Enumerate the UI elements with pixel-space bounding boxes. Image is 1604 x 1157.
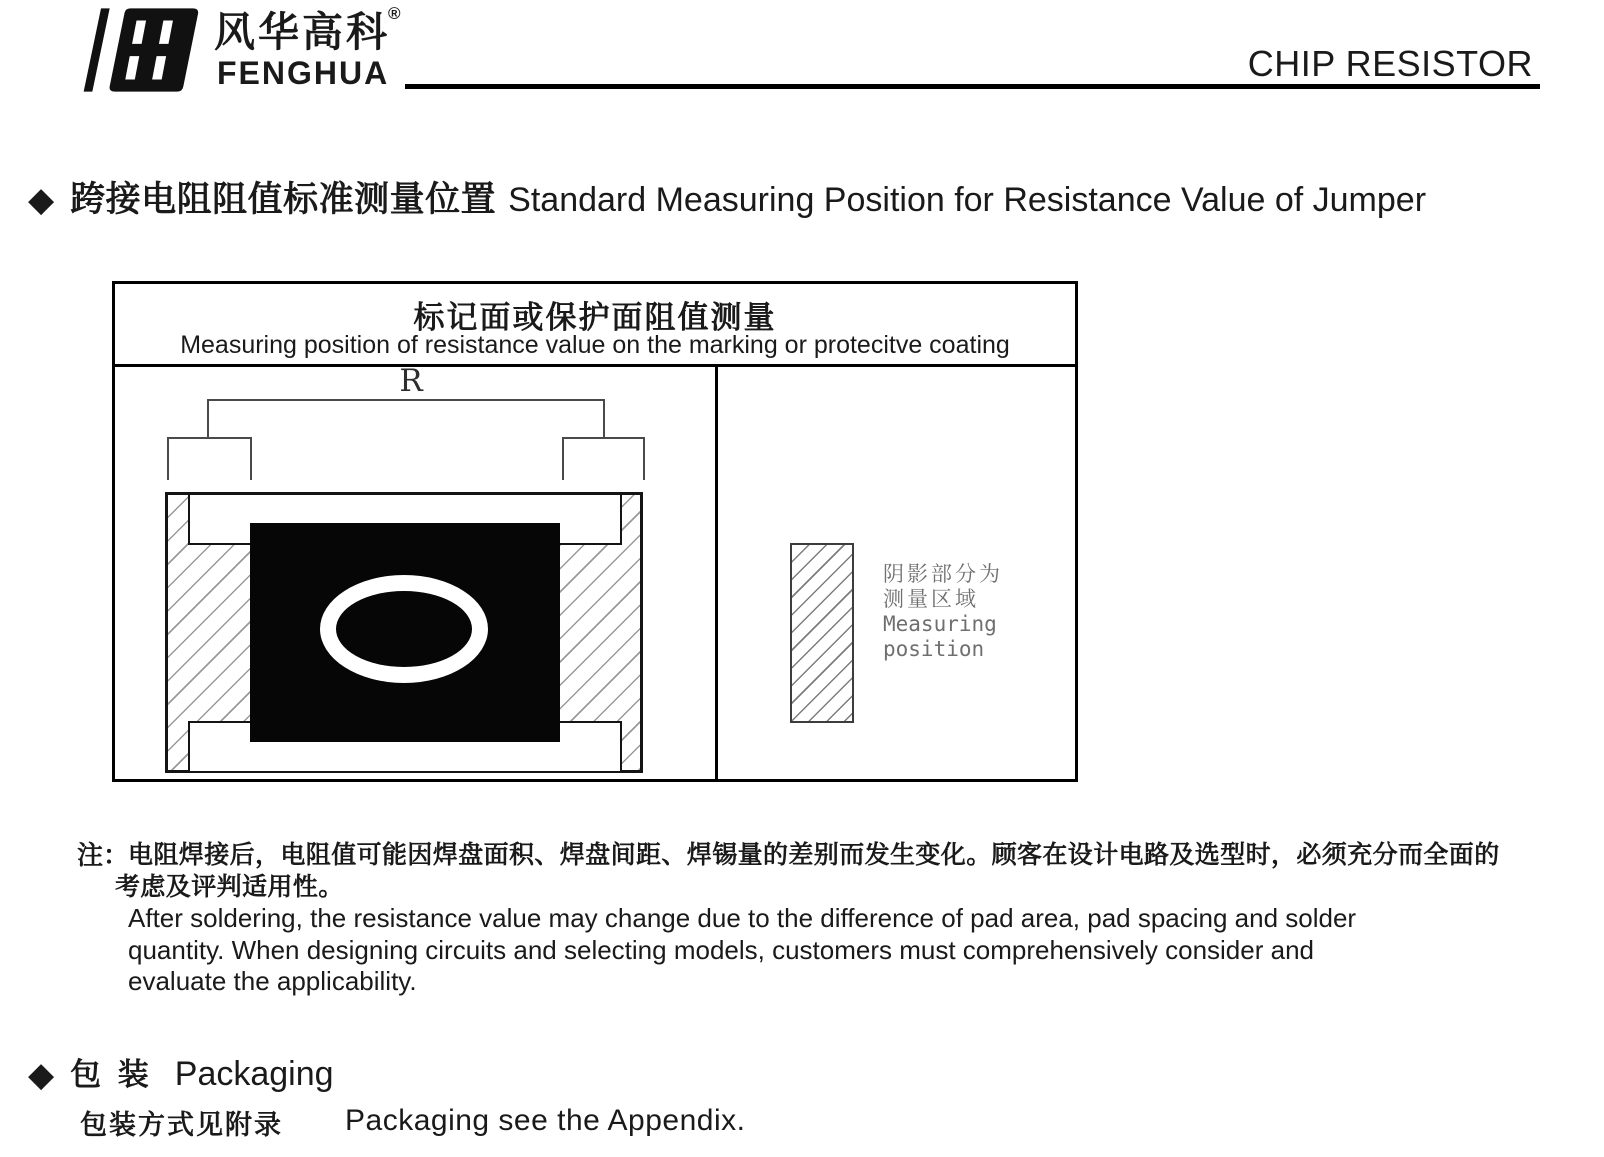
- dimension-bracket-drop-right: [603, 399, 605, 439]
- registered-trademark-icon: ®: [388, 4, 401, 23]
- packaging-title-en: Packaging: [174, 1055, 334, 1093]
- page-title: CHIP RESISTOR: [1247, 43, 1533, 84]
- packaging-title-cjk: 包 装: [70, 1056, 149, 1092]
- section-heading-measuring-position: [28, 181, 1426, 220]
- note-en-line-2: quantity. When designing circuits and selecting models, customers must comprehensively consider and: [128, 935, 1314, 965]
- diamond-bullet-icon: ◆: [28, 1055, 55, 1094]
- note-cjk-line-1: 电阻焊接后，电阻值可能因焊盘面积、焊盘间距、焊锡量的差别而发生变化。顾客在设计电路及选型时，必须充分而全面的: [128, 841, 1500, 869]
- diamond-bullet-icon: ◆: [28, 181, 55, 220]
- header-divider: [405, 84, 1540, 89]
- legend-line-en-1: Measuring: [883, 612, 997, 636]
- section-title-en: Standard Measuring Position for Resistance Value of Jumper: [508, 180, 1427, 219]
- note-cjk-line-2: 考虑及评判适用性。: [115, 873, 344, 901]
- figure-panel-divider: [715, 364, 718, 779]
- resistance-dimension-label: R: [399, 363, 423, 399]
- fenghua-logo-mark-icon: [75, 6, 205, 94]
- packaging-body-cjk: 包装方式见附录: [80, 1110, 283, 1140]
- note-label: 注：: [77, 840, 130, 870]
- figure-title-divider: [115, 364, 1075, 367]
- dimension-bracket-drop-left: [207, 399, 209, 439]
- note-en-line-3: evaluate the applicability.: [128, 966, 417, 996]
- figure-title-cjk: 标记面或保护面阻值测量: [413, 300, 777, 335]
- measuring-position-figure: [112, 281, 1078, 782]
- probe-left: [167, 437, 252, 480]
- legend-line-cjk-1: 阴影部分为: [883, 562, 1003, 586]
- logo-company-name-cjk: 风华高科: [214, 9, 390, 55]
- section-title-cjk: 跨接电阻阻值标准测量位置: [70, 180, 497, 219]
- packaging-body-en: Packaging see the Appendix.: [345, 1104, 746, 1137]
- legend-line-cjk-2: 测量区域: [883, 587, 979, 611]
- section-heading-packaging: [28, 1056, 334, 1093]
- legend-line-en-2: position: [883, 637, 985, 661]
- figure-subtitle-en: Measuring position of resistance value on the marking or protecitve coating: [180, 331, 1010, 359]
- measuring-area-swatch: [790, 543, 854, 723]
- dimension-bracket-line: [207, 399, 605, 401]
- legend-caption: [883, 562, 1003, 662]
- probe-right: [562, 437, 645, 480]
- logo-company-name-latin: FENGHUA: [217, 55, 390, 91]
- jumper-zero-mark: [320, 575, 488, 683]
- note-en-line-1: After soldering, the resistance value may change due to the difference of pad area, pad spacing and solder: [128, 903, 1357, 933]
